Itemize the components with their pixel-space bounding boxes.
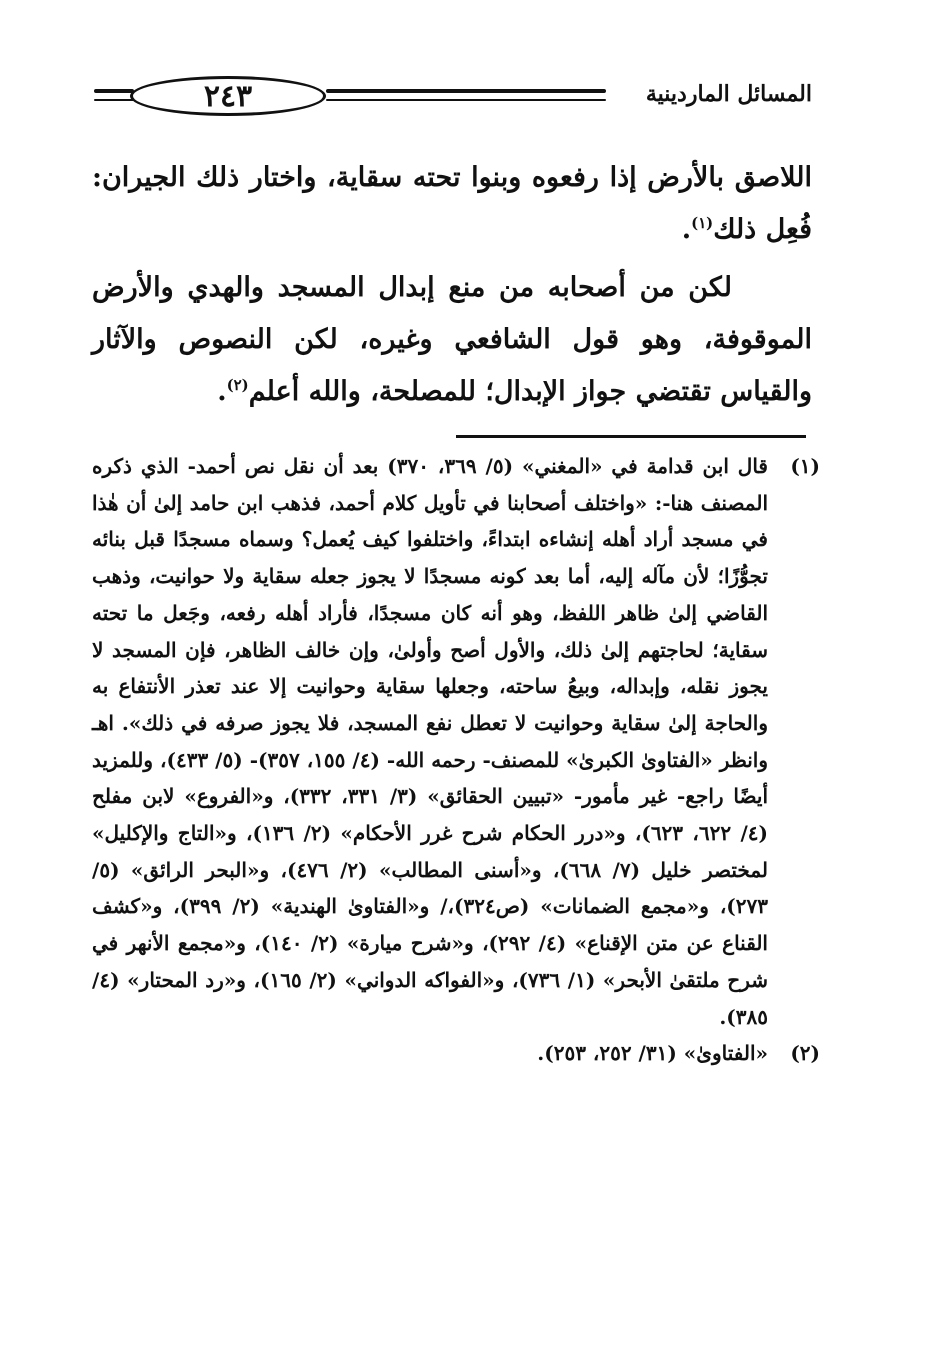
footnotes: [92, 448, 820, 1072]
footnote-text: «الفتاوىٰ» (٣١/ ٢٥٢، ٢٥٣).: [537, 1041, 768, 1066]
footnote: [92, 1035, 820, 1072]
footnote-ref: (١): [691, 214, 714, 232]
header-rule-middle: [326, 89, 606, 93]
page-header: [94, 74, 812, 120]
header-rule-left-thin: [94, 99, 134, 101]
footnote-separator: [456, 435, 806, 438]
footnote-ref: (٢): [226, 376, 249, 394]
page-number: ٢٤٣: [203, 78, 253, 114]
paragraph-text: اللاصق بالأرض إذا رفعوه وبنوا تحته سقاية، واختار ذلك الجيران: فُعِل ذلك: [92, 162, 812, 245]
page-number-oval: [130, 76, 326, 116]
body-paragraph: [92, 152, 812, 256]
main-body: [92, 152, 812, 418]
header-rule-middle-thin: [326, 99, 606, 101]
body-paragraph: [92, 262, 812, 418]
footnote-number: (٢): [790, 1041, 820, 1066]
running-title: المسائل الماردينية: [645, 81, 812, 107]
paragraph-end: .: [681, 214, 692, 245]
header-rule-left: [94, 89, 134, 93]
footnote-number: (١): [790, 454, 820, 478]
paragraph-text: لكن من أصحابه من منع إبدال المسجد والهدي والأرض الموقوفة، وهو قول الشافعي وغيره، لكن النصوص والآثار والقياس تقتضي جواز الإبدال؛ للمصلحة، والله أعلم: [92, 272, 812, 407]
footnote: [92, 448, 820, 1035]
paragraph-end: .: [217, 376, 227, 407]
footnote-text: قال ابن قدامة في «المغني» (٥/ ٣٦٩، ٣٧٠) بعد أن نقل نص أحمد- الذي ذكره المصنف هنا-: «واختلف أصحابنا في تأويل كلام أحمد، فذهب ابن حامد إلىٰ أن هٰذا في مسجد أراد أهله إنشاءه ابتداءً، واختلفوا كيف يُعمل؟ وسماه مسجدًا قبل بنائه تجوُّزًا؛ لأن مآله إليه، أما بعد كونه مسجدًا لا يجوز جعله سقاية ولا حوانيت، وذهب القاضي إلىٰ ظاهر اللفظ، وهو أنه كان مسجدًا، فأراد أهله رفعه، وجَعل ما تحته سقاية؛ لحاجتهم إلىٰ ذلك، والأول أصح وأولىٰ، وإن خالف الظاهر، فإن المسجد لا يجوز نقله، وإبداله، وبيعُ ساحته، وجعلها سقاية وحوانيت إلا عند تعذر الأنتفاع به والحاجة إلىٰ سقاية وحوانيت لا تعطل نفع المسجد، فلا يجوز صرفه في ذلك». اهـ وانظر «الفتاوىٰ الكبرىٰ» للمصنف- رحمه الله- (٤/ ١٥٥، ٣٥٧)- (٥/ ٤٣٣)، وللمزيد أيضًا راجع- غير مأمور- «تبيين الحقائق» (٣/ ٣٣١، ٣٣٢)، و«الفروع» لابن مفلح (٤/ ٦٢٢، ٦٢٣)، و«درر الحكام شرح غرر الأحكام» (٢/ ١٣٦)، و«التاج والإكليل» لمختصر خليل (٧/ ٦٦٨)، و«أسنى المطالب» (٢/ ٤٧٦)، و«البحر الرائق» (٥/ ٢٧٣)، و«مجمع الضمانات» (ص٣٢٤)،/ و«الفتاوىٰ الهندية» (٢/ ٣٩٩)، و«كشف القناع عن متن الإقناع» (٤/ ٢٩٢)، و«شرح ميارة» (٢/ ١٤٠)، و«مجمع الأنهر في شرح ملتقىٰ الأبحر» (١/ ٧٣٦)، و«الفواكه الدواني» (٢/ ١٦٥)، و«رد المحتار» (٤/ ٣٨٥).: [92, 454, 769, 1029]
